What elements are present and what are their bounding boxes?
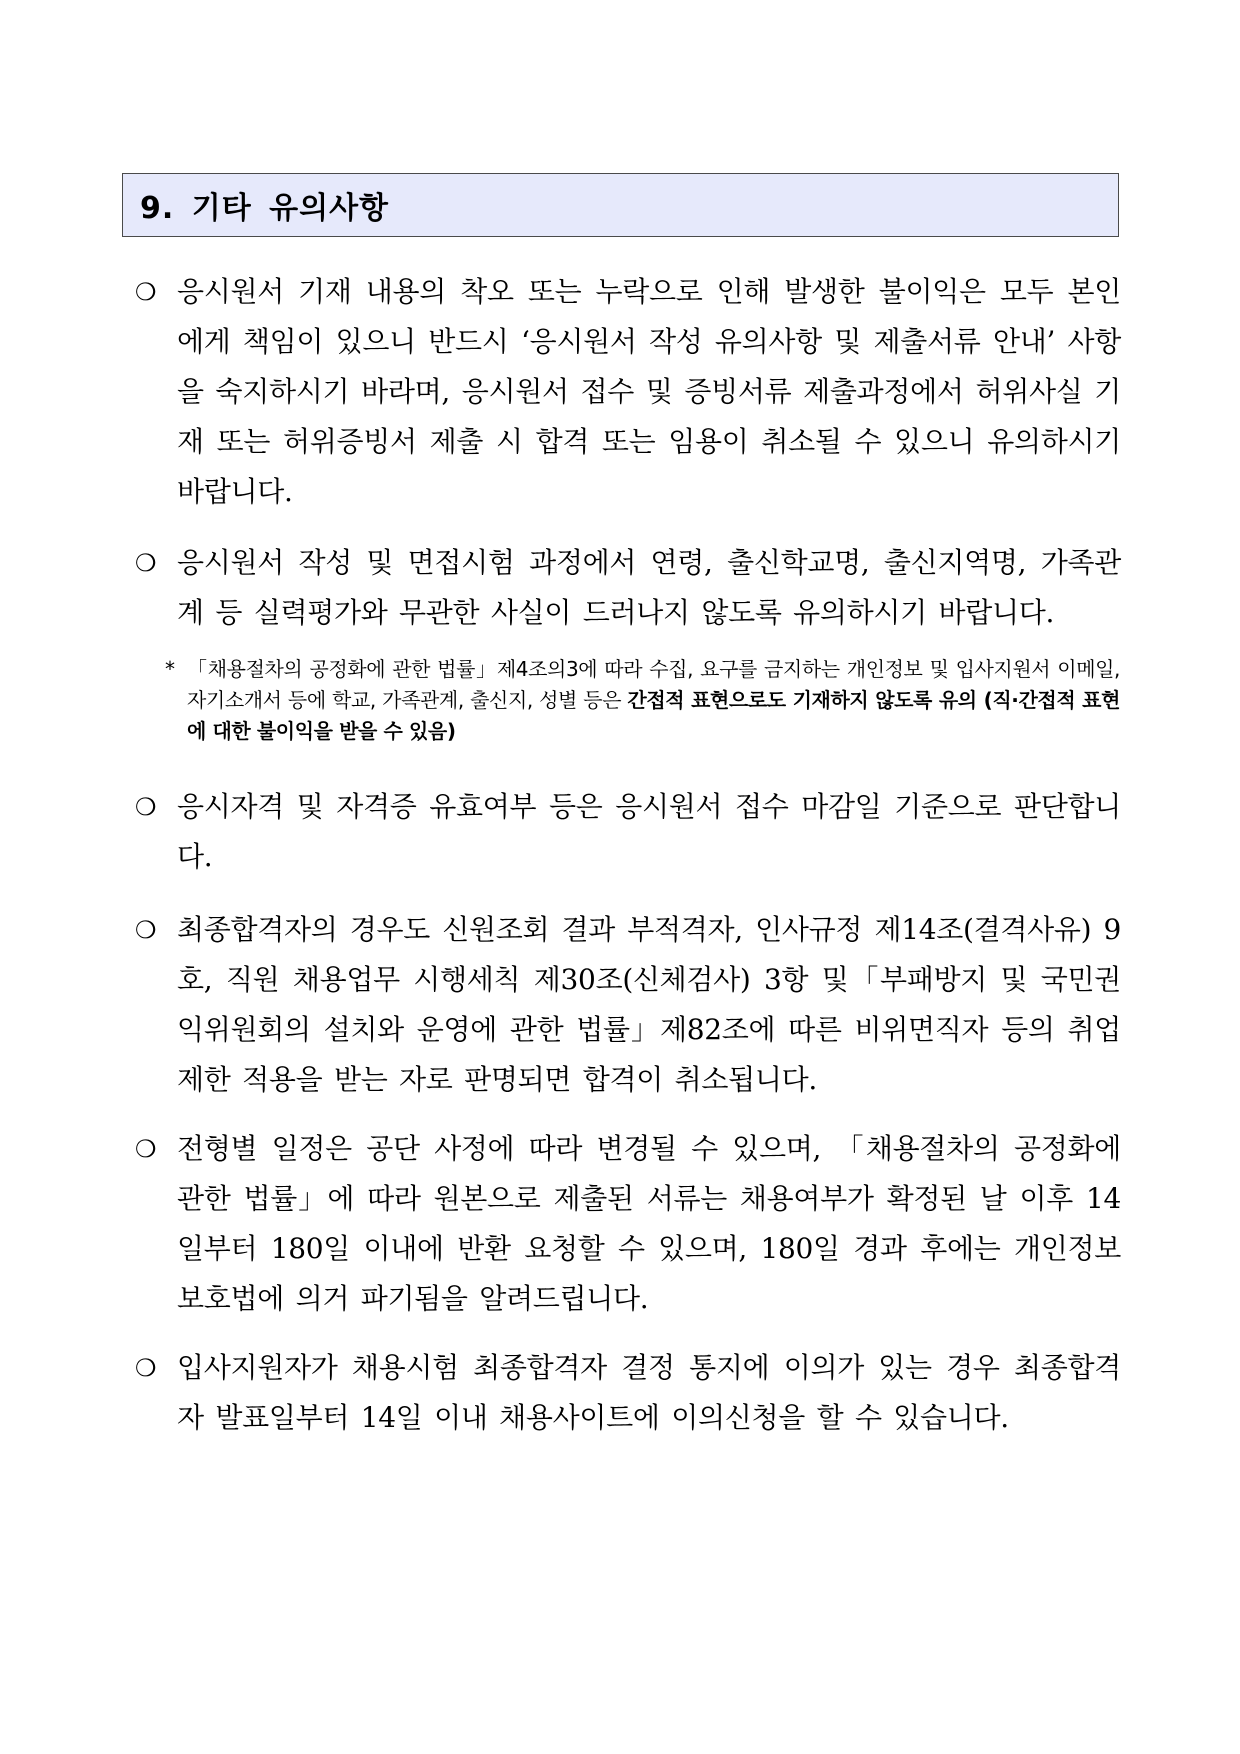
section-title: 9. 기타 유의사항 [140, 191, 390, 226]
circle-bullet-icon: ❍ [135, 1354, 157, 1382]
footnote-mark: * [165, 657, 175, 681]
item-text: 전형별 일정은 공단 사정에 따라 변경될 수 있으며, 「채용절차의 공정화에 관한 법률」에 따라 원본으로 제출된 서류는 채용여부가 확정된 날 이후 14일부터 180일 이내에 반환 요청할 수 있으며, 180일 경과 후에는 개인정보보호법에 의거 파기됨을 알려드립니다. [177, 1132, 1121, 1315]
list-item [135, 905, 1121, 1105]
list-item [135, 538, 1121, 638]
footnote [165, 654, 1120, 747]
list-item [135, 782, 1121, 882]
circle-bullet-icon: ❍ [135, 916, 157, 944]
list-item [135, 267, 1121, 517]
item-text: 응시자격 및 자격증 유효여부 등은 응시원서 접수 마감일 기준으로 판단합니다. [177, 790, 1121, 873]
list-item [135, 1343, 1121, 1443]
item-text: 최종합격자의 경우도 신원조회 결과 부적격자, 인사규정 제14조(결격사유) 9호, 직원 채용업무 시행세칙 제30조(신체검사) 3항 및「부패방지 및 국민권익위원회의 설치와 운영에 관한 법률」제82조에 따른 비위면직자 등의 취업제한 적용을 받는 자로 판명되면 합격이 취소됩니다. [177, 913, 1121, 1096]
section-header [122, 173, 1119, 237]
list-item [135, 1124, 1121, 1324]
circle-bullet-icon: ❍ [135, 549, 157, 577]
footnote-text [187, 654, 1120, 747]
item-text: 응시원서 기재 내용의 착오 또는 누락으로 인해 발생한 불이익은 모두 본인에게 책임이 있으니 반드시 ‘응시원서 작성 유의사항 및 제출서류 안내’ 사항을 숙지하시기 바라며, 응시원서 접수 및 증빙서류 제출과정에서 허위사실 기재 또는 허위증빙서 제출 시 합격 또는 임용이 취소될 수 있으니 유의하시기 바랍니다. [177, 275, 1121, 508]
circle-bullet-icon: ❍ [135, 793, 157, 821]
item-text: 입사지원자가 채용시험 최종합격자 결정 통지에 이의가 있는 경우 최종합격자 발표일부터 14일 이내 채용사이트에 이의신청을 할 수 있습니다. [177, 1351, 1121, 1434]
circle-bullet-icon: ❍ [135, 1135, 157, 1163]
circle-bullet-icon: ❍ [135, 278, 157, 306]
footnote-text-normal: 「채용절차의 공정화에 관한 법률」제4조의3에 따라 수집, 요구를 금지하는 개인정보 및 입사지원서 이메일, 자기소개서 등에 학교, 가족관계, 출신지, 성별 등은 [187, 657, 1120, 712]
footnote-text-bold: 간접적 표현으로도 기재하지 않도록 유의 (직·간접적 표현에 대한 불이익을 받을 수 있음) [187, 688, 1120, 743]
item-text: 응시원서 작성 및 면접시험 과정에서 연령, 출신학교명, 출신지역명, 가족관계 등 실력평가와 무관한 사실이 드러나지 않도록 유의하시기 바랍니다. [177, 546, 1121, 629]
